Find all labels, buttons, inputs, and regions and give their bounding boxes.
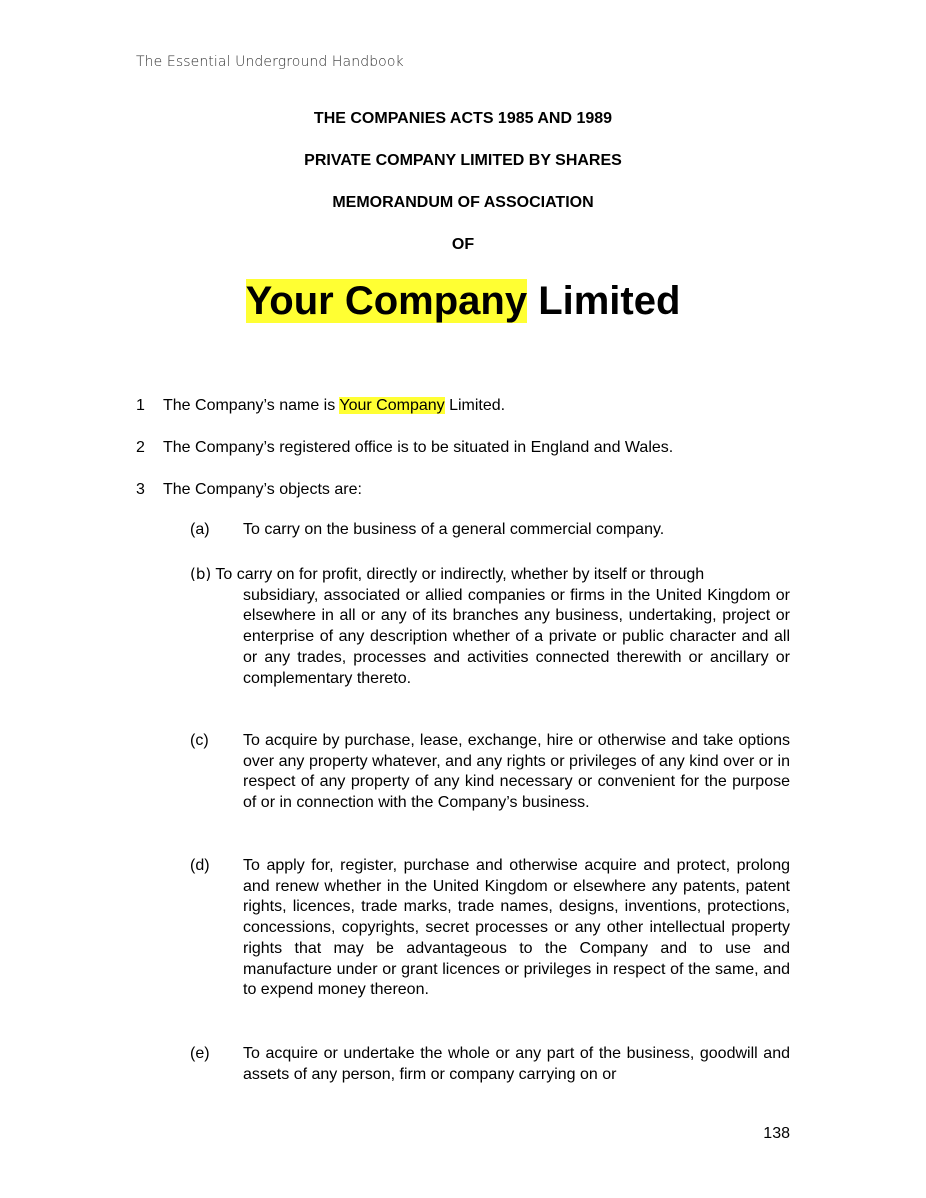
clause-number: 2 bbox=[136, 439, 145, 456]
clause-highlight: Your Company bbox=[339, 397, 445, 414]
clause-number: 3 bbox=[136, 481, 145, 498]
object-text: To acquire or undertake the whole or any part of the business, goodwill and assets of any person, firm or company carrying on or bbox=[243, 1045, 790, 1083]
company-title-highlight: Your Company bbox=[245, 279, 528, 323]
object-d bbox=[190, 856, 790, 1001]
heading-private-company: PRIVATE COMPANY LIMITED BY SHARES bbox=[304, 152, 622, 169]
heading-memorandum: MEMORANDUM OF ASSOCIATION bbox=[332, 194, 594, 211]
clause-text: The Company’s registered office is to be situated in England and Wales. bbox=[163, 439, 674, 456]
clause-3 bbox=[136, 480, 362, 500]
object-text: To acquire by purchase, lease, exchange, hire or otherwise and take options over any property whatever, and any rights or privileges of any kind over or in respect of any property of any kind necessary or convenient for the purpose of or in connection with the Company’s business. bbox=[243, 732, 790, 812]
heading-of: OF bbox=[451, 236, 475, 253]
object-text: subsidiary, associated or allied companies or firms in the United Kingdom or elsewhere in all or any of its branches any business, undertaking, project or enterprise of any description whether of a private or public character and all or any trades, processes and activities connected therewith or ancillary or complementary thereto. bbox=[243, 586, 790, 687]
object-c bbox=[190, 731, 790, 814]
object-e bbox=[190, 1044, 790, 1085]
object-text: To carry on the business of a general commercial company. bbox=[243, 521, 665, 538]
object-a bbox=[190, 520, 790, 541]
object-text-start: To carry on for profit, directly or indirectly, whether by itself or through bbox=[211, 566, 705, 583]
heading-companies-acts: THE COMPANIES ACTS 1985 AND 1989 bbox=[313, 110, 613, 127]
clause-number: 1 bbox=[136, 397, 145, 414]
clause-2 bbox=[136, 438, 673, 458]
object-letter: (d) bbox=[190, 857, 210, 874]
object-letter: (a) bbox=[190, 521, 210, 538]
object-text: To apply for, register, purchase and otherwise acquire and protect, prolong and renew whether in the United Kingdom or elsewhere any patents, patent rights, licences, trade marks, trade names, designs, inventions, protections, concessions, copyrights, secret processes or any other intellectual property rights that may be advantageous to the Company and to use and manufacture under or grant licences or privileges in respect of the same, and to expend money thereon. bbox=[243, 857, 790, 999]
object-letter: (c) bbox=[190, 732, 209, 749]
object-b bbox=[190, 564, 790, 689]
running-header: The Essential Underground Handbook bbox=[136, 54, 404, 70]
company-title-suffix: Limited bbox=[527, 279, 681, 323]
clause-1 bbox=[136, 396, 505, 416]
object-first-line bbox=[190, 564, 790, 586]
clause-text: The Company’s objects are: bbox=[163, 481, 362, 498]
object-letter: (b) bbox=[190, 565, 212, 583]
clause-text: The Company’s name is bbox=[163, 397, 340, 414]
company-title bbox=[0, 276, 926, 326]
clause-text-end: Limited. bbox=[444, 397, 506, 414]
page-number: 138 bbox=[763, 1125, 790, 1142]
object-letter: (e) bbox=[190, 1045, 210, 1062]
